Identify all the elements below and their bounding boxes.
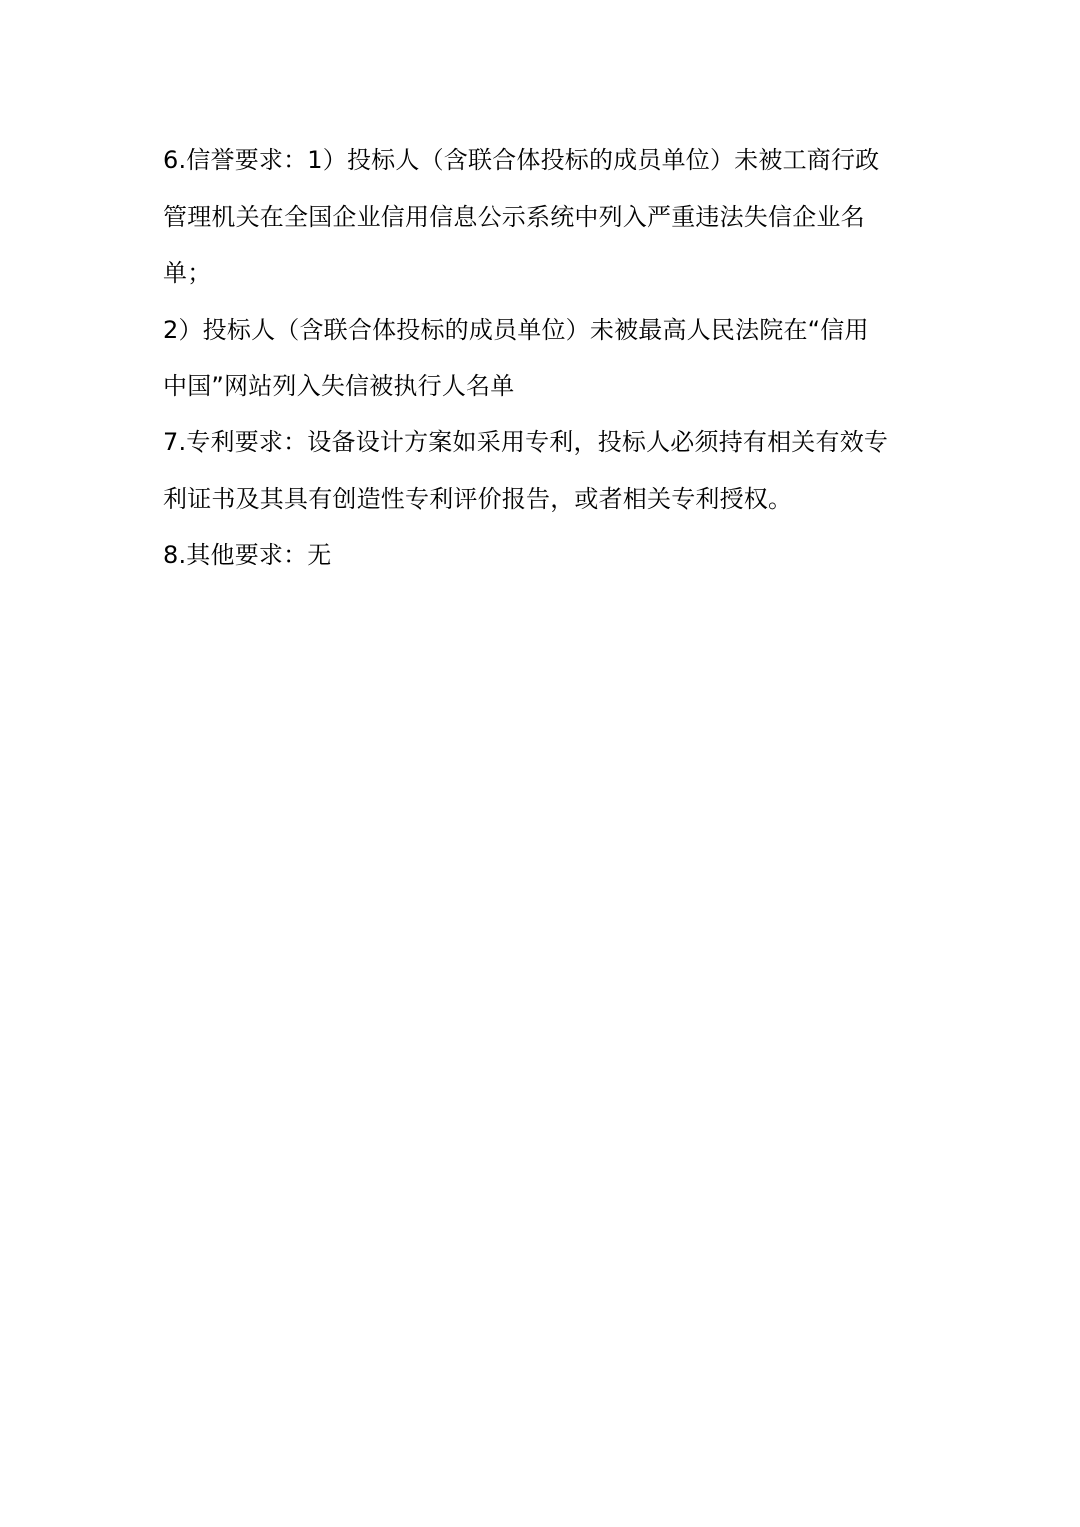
credit-requirement-line-3: 单；	[163, 259, 212, 287]
credit-requirement-line-5: 中国”网站列入失信被执行人名单	[163, 372, 515, 400]
patent-requirement-line-1: 7.专利要求：设备设计方案如采用专利，投标人必须持有相关有效专	[163, 428, 889, 456]
other-requirement-line: 8.其他要求：无	[163, 541, 332, 569]
credit-requirement-line-4: 2）投标人（含联合体投标的成员单位）未被最高人民法院在“信用	[163, 316, 869, 344]
credit-requirement-line-2: 管理机关在全国企业信用信息公示系统中列入严重违法失信企业名	[163, 203, 865, 231]
patent-requirement-line-2: 利证书及其具有创造性专利评价报告，或者相关专利授权。	[163, 485, 793, 513]
credit-requirement-line-1: 6.信誉要求：1）投标人（含联合体投标的成员单位）未被工商行政	[163, 146, 880, 174]
